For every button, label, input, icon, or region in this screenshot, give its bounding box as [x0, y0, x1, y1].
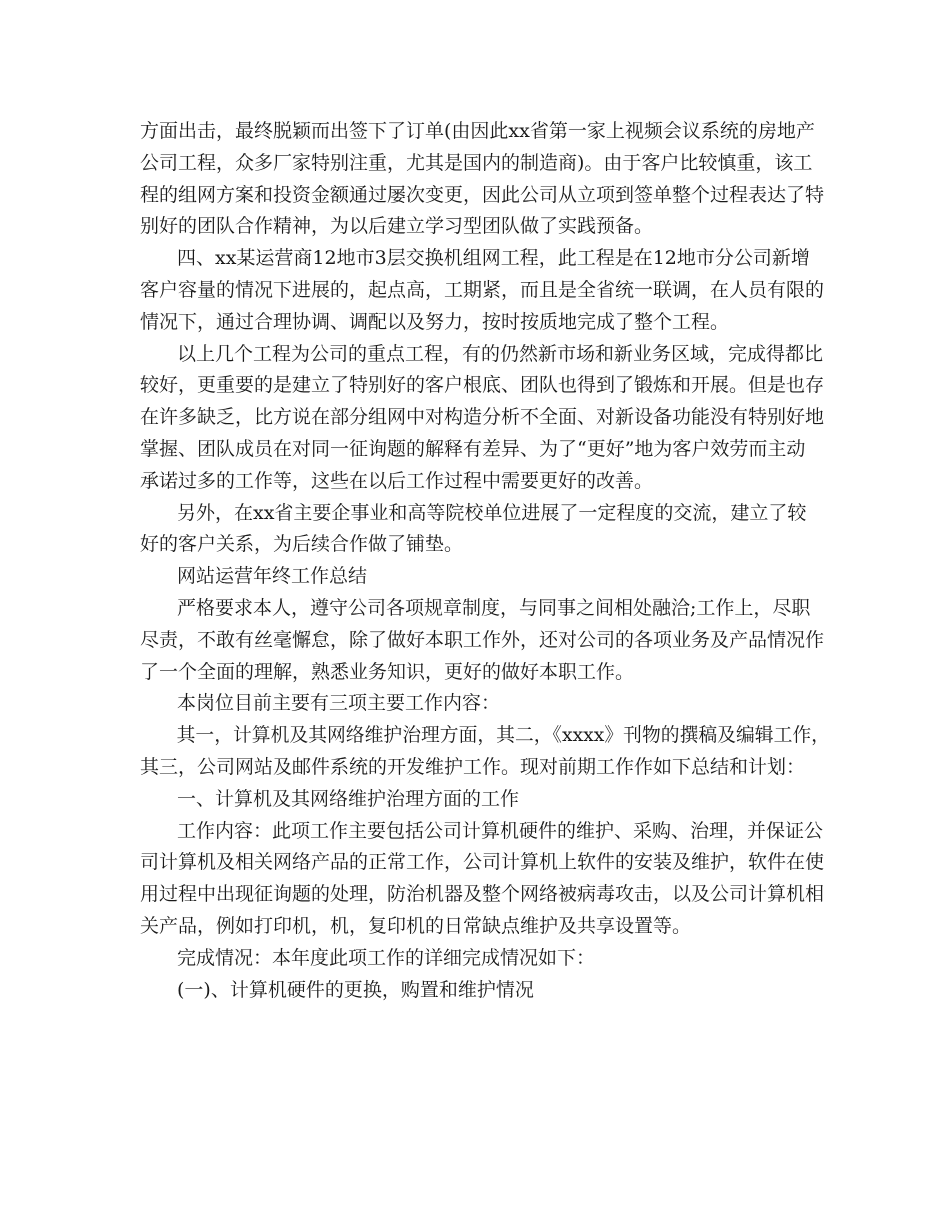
text-line: 情况下，通过合理协调、调配以及努力，按时按质地完成了整个工程。 — [140, 310, 730, 333]
text-line: 其三，公司网站及邮件系统的开发维护工作。现对前期工作作如下总结和计划： — [140, 755, 806, 778]
document-body — [140, 116, 830, 1006]
text-line: 方面出击，最终脱颖而出签下了订单(由因此xx省第一家上视频会议系统的房地产 — [140, 120, 815, 142]
text-line: 承诺过多的工作等，这些在以后工作过程中需要更好的改善。 — [140, 469, 654, 492]
text-line: 了一个全面的理解，熟悉业务知识，更好的做好本职工作。 — [140, 660, 635, 683]
text-line: 好的客户关系，为后续合作做了铺垫。 — [140, 533, 464, 556]
text-line: 四、xx某运营商12地市3层交换机组网工程，此工程是在12地市分公司新增 — [177, 247, 810, 270]
text-line: 公司工程，众多厂家特别注重，尤其是国内的制造商)。由于客户比较慎重，该工 — [140, 151, 813, 174]
text-line: 程的组网方案和投资金额通过屡次变更，因此公司从立项到签单整个过程表达了特 — [140, 183, 825, 206]
text-line: 本岗位目前主要有三项主要工作内容： — [177, 692, 501, 715]
text-line: 客户容量的情况下进展的，起点高，工期紧，而且是全省统一联调，在人员有限的 — [140, 278, 825, 301]
text-line: 以上几个工程为公司的重点工程，有的仍然新市场和新业务区域，完成得都比 — [177, 342, 824, 365]
text-line: 在许多缺乏，比方说在部分组网中对构造分析不全面、对新设备功能没有特别好地 — [140, 406, 825, 429]
text-line: 严格要求本人，遵守公司各项规章制度，与同事之间相处融洽;工作上，尽职 — [177, 596, 811, 619]
text-line: 完成情况：本年度此项工作的详细完成情况如下： — [177, 946, 596, 969]
text-line: 用过程中出现征询题的处理，防治机器及整个网络被病毒攻击，以及公司计算机相 — [140, 883, 825, 906]
text-line: 较好，更重要的是建立了特别好的客户根底、团队也得到了锻炼和开展。但是也存 — [140, 374, 825, 397]
text-line: 网站运营年终工作总结 — [177, 565, 368, 588]
text-line: 一、计算机及其网络维护治理方面的工作 — [177, 787, 520, 810]
text-line: 尽责，不敢有丝毫懈怠，除了做好本职工作外，还对公司的各项业务及产品情况作 — [140, 628, 825, 651]
text-line: 关产品，例如打印机，机，复印机的日常缺点维护及共享设置等。 — [140, 914, 692, 937]
text-line: 其一，计算机及其网络维护治理方面，其二，《xxxx》刊物的撰稿及编辑工作， — [176, 724, 830, 747]
text-line: 别好的团队合作精神，为以后建立学习型团队做了实践预备。 — [140, 215, 654, 238]
text-line: 另外，在xx省主要企事业和高等院校单位进展了一定程度的交流，建立了较 — [177, 501, 807, 524]
text-line: (一)、计算机硬件的更换，购置和维护情况 — [177, 978, 534, 1001]
text-line: 司计算机及相关网络产品的正常工作，公司计算机上软件的安装及维护，软件在使 — [140, 851, 825, 874]
text-line: 工作内容：此项工作主要包括公司计算机硬件的维护、采购、治理，并保证公 — [177, 819, 824, 842]
text-line: 掌握、团队成员在对同一征询题的解释有差异、为了“更好”地为客户效劳而主动 — [140, 437, 806, 460]
